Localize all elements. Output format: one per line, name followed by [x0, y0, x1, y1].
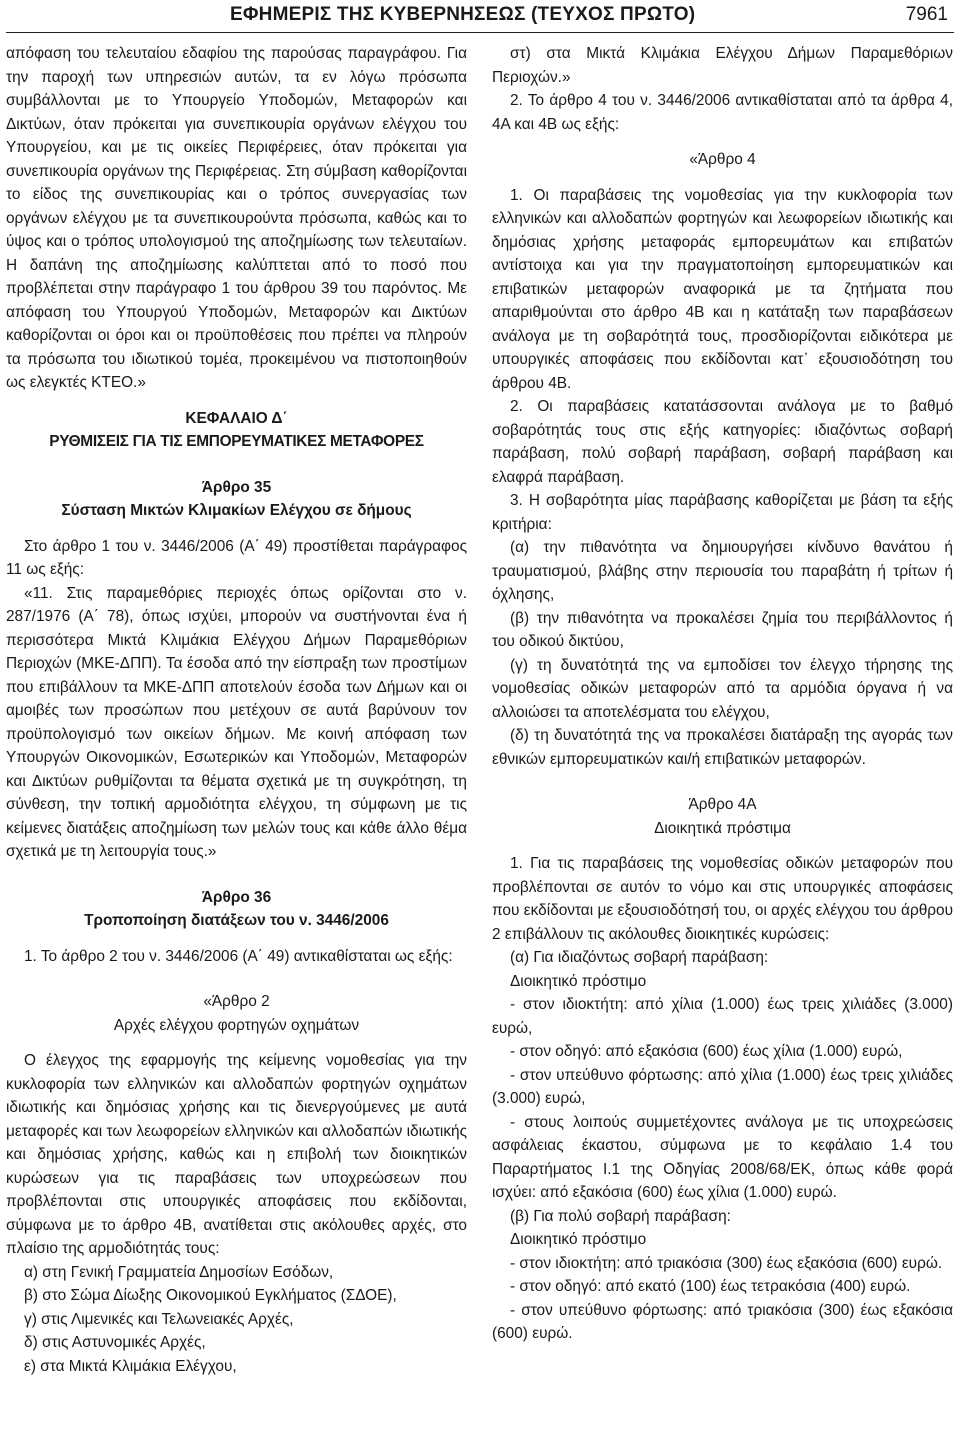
right-column	[492, 42, 953, 1346]
paragraph: 1. Οι παραβάσεις της νομοθεσίας για την κυκλοφορία των ελληνικών και αλλοδαπών φορτηγών και λεωφορείων ιδιωτικής και δημόσιας χρήσης μεταφοράς εμπορευμάτων και επιβατών αντίστοιχα και για την πραγματοποίηση εμπορευματικών και επιβατικών μεταφορών αναφορικά με τα ζητήματα που απαριθμούνται στο άρθρο 4Β και η κατάταξη των παραβάσεων ανάλογα με τη σοβαρότητά τους, προσδιορίζονται ειδικότερα με υπουργικές αποφάσεις που εκδίδονται κατ᾽ εξουσιοδότηση του άρθρου 4Β.	[492, 186, 953, 392]
paragraph: στ) στα Μικτά Κλιμάκια Ελέγχου Δήμων Παραμεθόριων Περιοχών.»	[492, 45, 953, 86]
article-2-title: Αρχές ελέγχου φορτηγών οχημάτων	[113, 1016, 360, 1034]
paragraph: Στο άρθρο 1 του ν. 3446/2006 (Α΄ 49) προστίθεται παράγραφος 11 ως εξής:	[6, 537, 467, 578]
article-4a-number: Άρθρο 4Α	[688, 796, 757, 813]
paragraph: (β) Για πολύ σοβαρή παράβαση:	[510, 1207, 731, 1225]
article-36-number: Άρθρο 36	[201, 888, 272, 906]
paragraph: - στον ιδιοκτήτη: από τριακόσια (300) έως εξακόσια (600) ευρώ.	[510, 1254, 943, 1272]
paragraph: 1. Το άρθρο 2 του ν. 3446/2006 (Α΄ 49) αντικαθίσταται ως εξής:	[24, 947, 453, 965]
paragraph: - στον οδηγό: από εκατό (100) έως τετρακόσια (400) ευρώ.	[510, 1278, 911, 1295]
list-item: ε) στα Μικτά Κλιμάκια Ελέγχου,	[24, 1357, 237, 1375]
article-2-number: «Άρθρο 2	[203, 993, 270, 1010]
paragraph: 1. Για τις παραβάσεις της νομοθεσίας οδικών μεταφορών που προβλέπονται σε αυτόν το νόμο και στις υπουργικές αποφάσεις που εκδίδονται με εξουσιοδότησή του, οι αρχές ελέγχου του άρθρου 2 επιβάλλουν τις ακόλουθες διοικητικές κυρώσεις:	[492, 855, 953, 943]
list-item: β) στο Σώμα Δίωξης Οικονομικού Εγκλήματος (ΣΔΟΕ),	[24, 1287, 397, 1304]
paragraph: (α) Για ιδιαζόντως σοβαρή παράβαση:	[510, 949, 769, 966]
paragraph: - στους λοιπούς συμμετέχοντες ανάλογα με τις υποχρεώσεις ασφάλειας έκαστου, σύμφωνα με το κεφάλαιο 1.4 του Παραρτήματος Ι.1 της Οδηγίας 2008/68/ΕΚ, όπως κάθε φορά ισχύει: από εξακόσια (600) έως χίλια (1.000) ευρώ.	[492, 1113, 953, 1201]
paragraph: Διοικητικό πρόστιμο	[510, 972, 647, 990]
paragraph: - στον υπεύθυνο φόρτωσης: από τριακόσια (300) έως εξακόσια (600) ευρώ.	[492, 1301, 953, 1342]
paragraph: - στον οδηγό: από εξακόσια (600) έως χίλια (1.000) ευρώ,	[510, 1043, 903, 1060]
paragraph: (γ) τη δυνατότητά της να εμποδίσει τον έλεγχο τήρησης της νομοθεσίας οδικών μεταφορών από τα αρμόδια όργανα ή να αλλοιώσει τα αποτελέσματα του ελέγχου,	[492, 656, 953, 721]
chapter-number: ΚΕΦΑΛΑΙΟ Δ΄	[185, 409, 288, 427]
paragraph: - στον ιδιοκτήτη: από χίλια (1.000) έως τρεις χιλιάδες (3.000) ευρώ,	[492, 996, 953, 1037]
article-36-title: Τροποποίηση διατάξεων του ν. 3446/2006	[84, 912, 389, 929]
article-35-title: Σύσταση Μικτών Κλιμακίων Ελέγχου σε δήμους	[61, 502, 412, 519]
paragraph: απόφαση του τελευταίου εδαφίου της παρούσας παραγράφου. Για την παροχή των υπηρεσιών αυτών, τα εν λόγω πρόσωπα συμβάλλονται με το Υπουργείο Υποδομών, Μεταφορών και Δικτύων, όταν πρόκειται για συνεπικουρία οργάνων ελέγχου του Υπουργείου, και με τις οικείες Περιφέρειες, όταν πρόκειται για συνεπικουρία οργάνων της Περιφέρειας. Στη σύμβαση καθορίζονται το είδος της συνεπικουρίας και ο τρόπος συνεργασίας των οργάνων ελέγχου με τα συνεπικουρούντα πρόσωπα, καθώς και το ύψος και ο τρόπος υπολογισμού της αποζημίωσης των τελευταίων. Η δαπάνη της αποζημίωσης καλύπτεται από το ποσό που προβλέπεται στην παράγραφο 1 του άρθρου 39 του παρόντος. Με απόφαση του Υπουργού Υποδομών, Μεταφορών και Δικτύων καθορίζονται οι όροι και οι προϋποθέσεις που πρέπει να πληρούν τα πρόσωπα του ιδιωτικού τομέα, προκειμένου να πιστοποιηθούν ως ελεγκτές ΚΤΕΟ.»	[6, 45, 467, 391]
paragraph: 2. Το άρθρο 4 του ν. 3446/2006 αντικαθίσταται από τα άρθρα 4, 4Α και 4Β ως εξής:	[492, 92, 953, 133]
article-4-number: «Άρθρο 4	[689, 151, 756, 168]
paragraph: (δ) τη δυνατότητά της να προκαλέσει διατάραξη της αγοράς των εθνικών εμπορευματικών και/ή επιβατικών μεταφορών.	[492, 727, 953, 768]
article-35-number: Άρθρο 35	[201, 478, 272, 496]
paragraph: - στον υπεύθυνο φόρτωσης: από χίλια (1.000) έως τρεις χιλιάδες (3.000) ευρώ,	[492, 1066, 953, 1107]
paragraph: (β) την πιθανότητα να προκαλέσει ζημία του περιβάλλοντος ή του οδικού δικτύου,	[492, 609, 953, 650]
paragraph: 2. Οι παραβάσεις κατατάσσονται ανάλογα με το βαθμό σοβαρότητάς τους στις εξής κατηγορίες: ιδιαζόντως σοβαρή παράβαση, πολύ σοβαρή παράβαση, σοβαρή παράβαση και ελαφρά παράβαση.	[492, 398, 953, 486]
paragraph: Διοικητικό πρόστιμο	[510, 1231, 647, 1248]
paragraph: (α) την πιθανότητα να δημιουργήσει κίνδυνο θανάτου ή τραυματισμού, βλάβης στην περιουσία του παραβάτη ή τρίτων ή όχλησης,	[492, 539, 953, 603]
paragraph: «11. Στις παραμεθόριες περιοχές όπως ορίζονται στο ν. 287/1976 (Α΄ 78), όπως ισχύει, μπορούν να συστήνονται ένα ή περισσότερα Μικτά Κλιμάκια Ελέγχου Δήμων Παραμεθόριων Περιοχών (ΜΚΕ-ΔΠΠ). Τα έσοδα από την είσπραξη των προστίμων που επιβάλλουν τα ΜΚΕ-ΔΠΠ αποτελούν έσοδα των Δήμων και οι αμοιβές των προσώπων που μετέχουν σε αυτά βαρύνουν τον προϋπολογισμό των οικείων δήμων. Με κοινή απόφαση των Υπουργών Οικονομικών, Εσωτερικών και Υποδομών, Μεταφορών και Δικτύων ρυθμίζονται τα θέματα σχετικά με τη συγκρότηση, τη σύνθεση, την τοπική αρμοδιότητα ελέγχου, τη σύμφωνη με τις κείμενες διατάξεις αποζημίωση των μελών τους και κάθε άλλο θέμα σχετικά με τη λειτουργία τους.»	[6, 584, 467, 860]
article-4a-title: Διοικητικά πρόστιμα	[654, 819, 791, 837]
header-rule	[6, 32, 954, 33]
list-item: α) στη Γενική Γραμματεία Δημοσίων Εσόδων,	[24, 1263, 334, 1281]
list-item: γ) στις Λιμενικές και Τελωνειακές Αρχές,	[24, 1310, 294, 1328]
list-item: δ) στις Αστυνομικές Αρχές,	[24, 1334, 206, 1351]
paragraph: Ο έλεγχος της εφαρμογής της κείμενης νομοθεσίας για την κυκλοφορία των ελληνικών και αλλοδαπών φορτηγών οχημάτων ιδιωτικής και δημόσιας χρήσης και τις διενεργούμενες με αυτά μεταφορές και των λεωφορείων ελληνικών και αλλοδαπών ιδιωτικής και δημόσιας χρήσης, καθώς και η επιβολή των διοικητικών κυρώσεων για τις παραβάσεις των υποχρεώσεων που προβλέπονται στις υπουργικές αποφάσεις που εκδίδονται, σύμφωνα με το άρθρο 4Β, ανατίθεται στις ακόλουθες αρχές, στο πλαίσιο της αρμοδιότητάς τους:	[6, 1052, 467, 1257]
page-header	[0, 0, 960, 34]
page-number: 7961	[905, 4, 948, 25]
paragraph: 3. Η σοβαρότητα μίας παράβασης καθορίζεται με βάση τα εξής κριτήρια:	[492, 492, 953, 533]
gazette-title: ΕΦΗΜΕΡΙΣ ΤΗΣ ΚΥΒΕΡΝΗΣΕΩΣ (ΤΕΥΧΟΣ ΠΡΩΤΟ)	[230, 4, 696, 25]
chapter-title: ΡΥΘΜΙΣΕΙΣ ΓΙΑ ΤΙΣ ΕΜΠΟΡΕΥΜΑΤΙΚΕΣ ΜΕΤΑΦΟΡΕΣ	[49, 433, 424, 450]
left-column	[6, 42, 467, 1378]
